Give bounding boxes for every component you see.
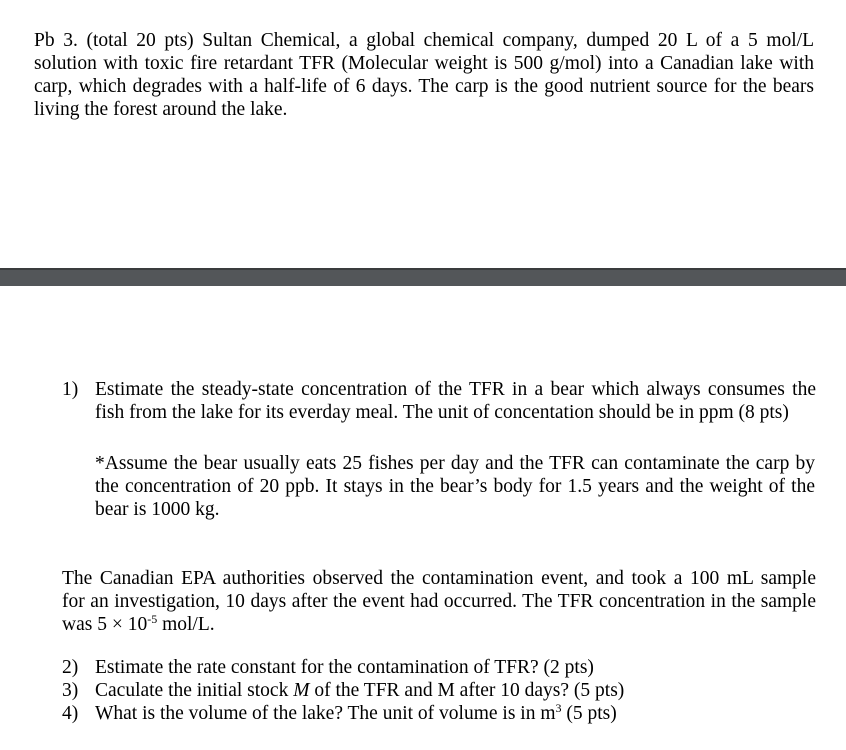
epa-line [62,613,816,636]
epa-exponent: -5 [147,612,158,626]
assumption-line: the concentration of 20 ppb. It stays in the bear’s body for 1.5 years and the weight of the [95,476,815,497]
question-text-after: of the TFR and M after 10 days? (5 pts) [309,680,625,701]
question-text [95,679,816,702]
assumption-line: *Assume the bear usually eats 25 fishes per day and the TFR can contaminate the carp by [95,453,815,474]
question-text [95,702,816,725]
question-number: 2) [62,657,79,678]
intro-line: Pb 3. (total 20 pts) Sultan Chemical, a global chemical company, dumped 20 L of a 5 mol/L [34,30,814,51]
epa-line-suffix: mol/L. [157,614,215,635]
intro-line: carp, which degrades with a half-life of 6 days. The carp is the good nutrient source for the bears [34,76,814,97]
intro-line: solution with toxic fire retardant TFR (Molecular weight is 500 g/mol) into a Canadian lake with [34,53,814,74]
question-text [95,656,816,679]
question-line: Estimate the rate constant for the contamination of TFR? (2 pts) [95,657,594,678]
question-number: 3) [62,680,79,701]
question-1 [60,378,816,424]
question-text-before: What is the volume of the lake? The unit of volume is in m [95,703,556,724]
assumption-note [95,452,815,521]
epa-line-prefix: was 5 × 10 [62,614,148,635]
problem-intro [34,29,814,121]
question-superscript: 3 [555,701,562,715]
question-number: 1) [62,379,79,400]
question-item [60,378,816,424]
question-number: 4) [62,703,79,724]
questions-2-4 [60,656,816,725]
page-separator [0,268,846,286]
question-line: fish from the lake for its everday meal. The unit of concentation should be in ppm (8 pts) [95,402,789,423]
question-item [60,656,816,679]
question-italic-variable: M [293,680,310,701]
epa-line: for an investigation, 10 days after the event had occurred. The TFR concentration in the sample [62,591,816,612]
question-line [95,702,816,725]
epa-paragraph [62,567,816,636]
intro-line: living the forest around the lake. [34,99,288,120]
assumption-line: bear is 1000 kg. [95,499,220,520]
question-item [60,679,816,702]
epa-line: The Canadian EPA authorities observed the contamination event, and took a 100 mL sample [62,568,816,589]
question-text-after: (5 pts) [561,703,617,724]
question-line: Estimate the steady-state concentration of the TFR in a bear which always consumes the [95,379,816,400]
question-text [95,378,816,424]
question-item [60,702,816,725]
question-line [95,679,816,702]
question-text-before: Caculate the initial stock [95,680,294,701]
